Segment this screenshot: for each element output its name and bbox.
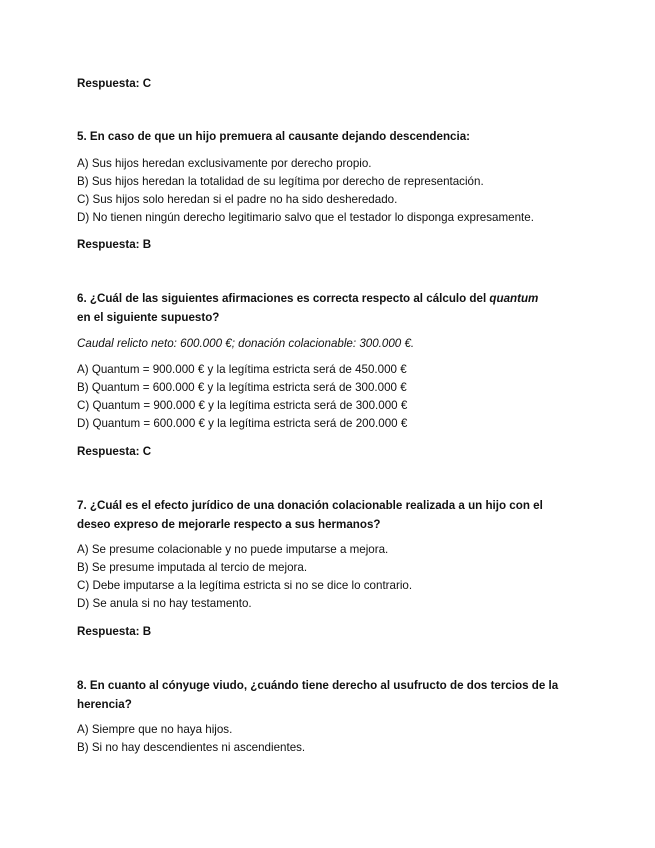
question-7 <box>77 497 577 534</box>
answer-6: Respuesta: C <box>77 445 152 458</box>
option-b: B) Quantum = 600.000 € y la legítima estricta será de 300.000 € <box>77 381 407 394</box>
question-5 <box>77 128 577 147</box>
option-c: C) Quantum = 900.000 € y la legítima estricta será de 300.000 € <box>77 399 408 412</box>
question-6 <box>77 290 577 327</box>
answer-previous: Respuesta: C <box>77 77 152 90</box>
question-7-title-line2: deseo expreso de mejorarle respecto a sus hermanos? <box>77 517 381 531</box>
option-d: D) Se anula si no hay testamento. <box>77 597 252 610</box>
answer-5: Respuesta: B <box>77 238 152 251</box>
question-7-title-line1: 7. ¿Cuál es el efecto jurídico de una donación colacionable realizada a un hijo con el <box>77 499 543 512</box>
question-8-options <box>77 721 577 757</box>
question-8-title-line1: 8. En cuanto al cónyuge viudo, ¿cuándo tiene derecho al usufructo de dos tercios de la <box>77 679 559 692</box>
question-6-title-line1 <box>77 290 577 309</box>
option-c: C) Debe imputarse a la legítima estricta si no se dice lo contrario. <box>77 579 413 592</box>
option-d: D) No tienen ningún derecho legitimario salvo que el testador lo disponga expresamente. <box>77 211 534 224</box>
option-b: B) Si no hay descendientes ni ascendientes. <box>77 741 306 754</box>
option-a: A) Quantum = 900.000 € y la legítima estricta será de 450.000 € <box>77 363 407 376</box>
question-7-options <box>77 541 577 613</box>
question-6-case: Caudal relicto neto: 600.000 €; donación colacionable: 300.000 €. <box>77 337 415 350</box>
question-8 <box>77 677 577 714</box>
option-a: A) Siempre que no haya hijos. <box>77 723 233 736</box>
option-b: B) Sus hijos heredan la totalidad de su legítima por derecho de representación. <box>77 175 484 188</box>
option-a: A) Se presume colacionable y no puede imputarse a mejora. <box>77 543 389 556</box>
question-6-options <box>77 361 577 433</box>
question-6-title-line2: en el siguiente supuesto? <box>77 310 220 324</box>
option-a: A) Sus hijos heredan exclusivamente por derecho propio. <box>77 157 372 170</box>
question-8-title-line2: herencia? <box>77 697 132 711</box>
question-5-title: 5. En caso de que un hijo premuera al causante dejando descendencia: <box>77 130 471 143</box>
question-5-options <box>77 155 577 227</box>
option-b: B) Se presume imputada al tercio de mejora. <box>77 561 308 574</box>
question-6-title-text: 6. ¿Cuál de las siguientes afirmaciones es correcta respecto al cálculo del <box>77 292 490 305</box>
answer-7: Respuesta: B <box>77 625 152 638</box>
question-6-title-emphasis: quantum <box>489 292 539 305</box>
option-c: C) Sus hijos solo heredan si el padre no ha sido desheredado. <box>77 193 398 206</box>
option-d: D) Quantum = 600.000 € y la legítima estricta será de 200.000 € <box>77 417 408 430</box>
